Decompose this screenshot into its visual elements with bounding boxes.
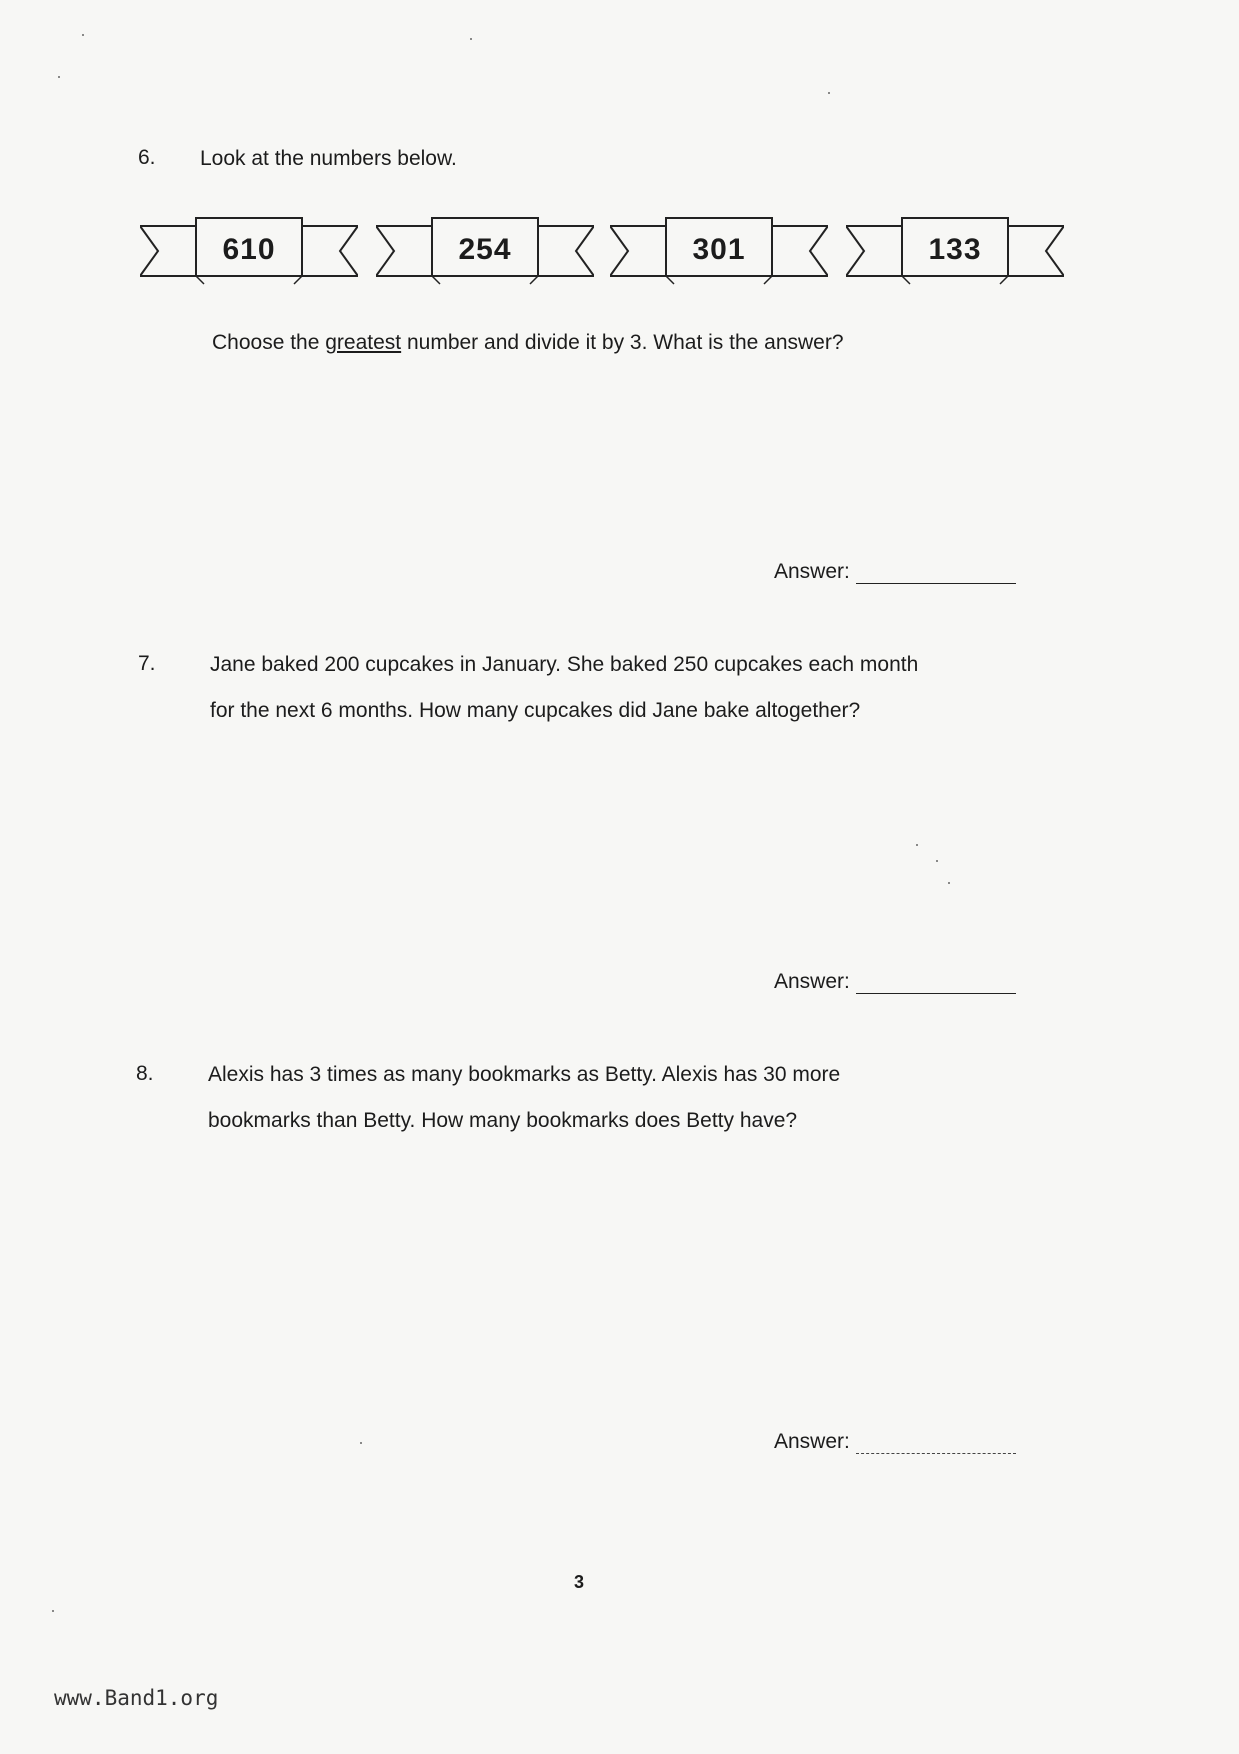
question-instruction (212, 320, 844, 366)
scan-speck (360, 1442, 362, 1444)
question-text: Look at the numbers below. (200, 147, 457, 170)
instruction-emphasis: greatest (325, 331, 402, 354)
answer-row (774, 560, 1016, 584)
answer-field[interactable] (856, 1433, 1016, 1454)
question-text-line-2: bookmarks than Betty. How many bookmarks does Betty have? (208, 1109, 798, 1132)
answer-label: Answer: (774, 560, 850, 583)
answer-label: Answer: (774, 970, 850, 993)
number-ribbon (376, 210, 594, 290)
number-ribbon (846, 210, 1064, 290)
page-number: 3 (574, 1572, 585, 1592)
scan-speck (936, 860, 938, 862)
question-text-line-2: for the next 6 months. How many cupcakes did Jane bake altogether? (210, 699, 861, 722)
question-text-line-1: Jane baked 200 cupcakes in January. She baked 250 cupcakes each month (210, 653, 919, 676)
scan-speck (916, 844, 918, 846)
scan-speck (470, 38, 472, 40)
instruction-prefix: Choose the (212, 331, 326, 354)
answer-row (774, 1430, 1016, 1454)
ribbon-number: 254 (458, 233, 512, 266)
scan-speck (58, 76, 60, 78)
ribbon-number: 301 (692, 233, 746, 266)
question-number: 7. (138, 652, 156, 675)
scan-speck (948, 882, 950, 884)
ribbon-number: 133 (928, 233, 982, 266)
question-number: 6. (138, 146, 156, 169)
scan-speck (828, 92, 830, 94)
answer-field[interactable] (856, 973, 1016, 994)
scan-speck (52, 1610, 54, 1612)
answer-field[interactable] (856, 563, 1016, 584)
scan-speck (82, 34, 84, 36)
number-ribbon (610, 210, 828, 290)
answer-label: Answer: (774, 1430, 850, 1453)
instruction-suffix: number and divide it by 3. What is the answer? (401, 331, 844, 354)
footer-url[interactable]: www.Band1.org (54, 1686, 219, 1710)
question-number: 8. (136, 1062, 154, 1085)
number-ribbon (140, 210, 358, 290)
ribbon-number: 610 (222, 233, 276, 266)
question-text-line-1: Alexis has 3 times as many bookmarks as Betty. Alexis has 30 more (208, 1063, 841, 1086)
answer-row (774, 970, 1016, 994)
